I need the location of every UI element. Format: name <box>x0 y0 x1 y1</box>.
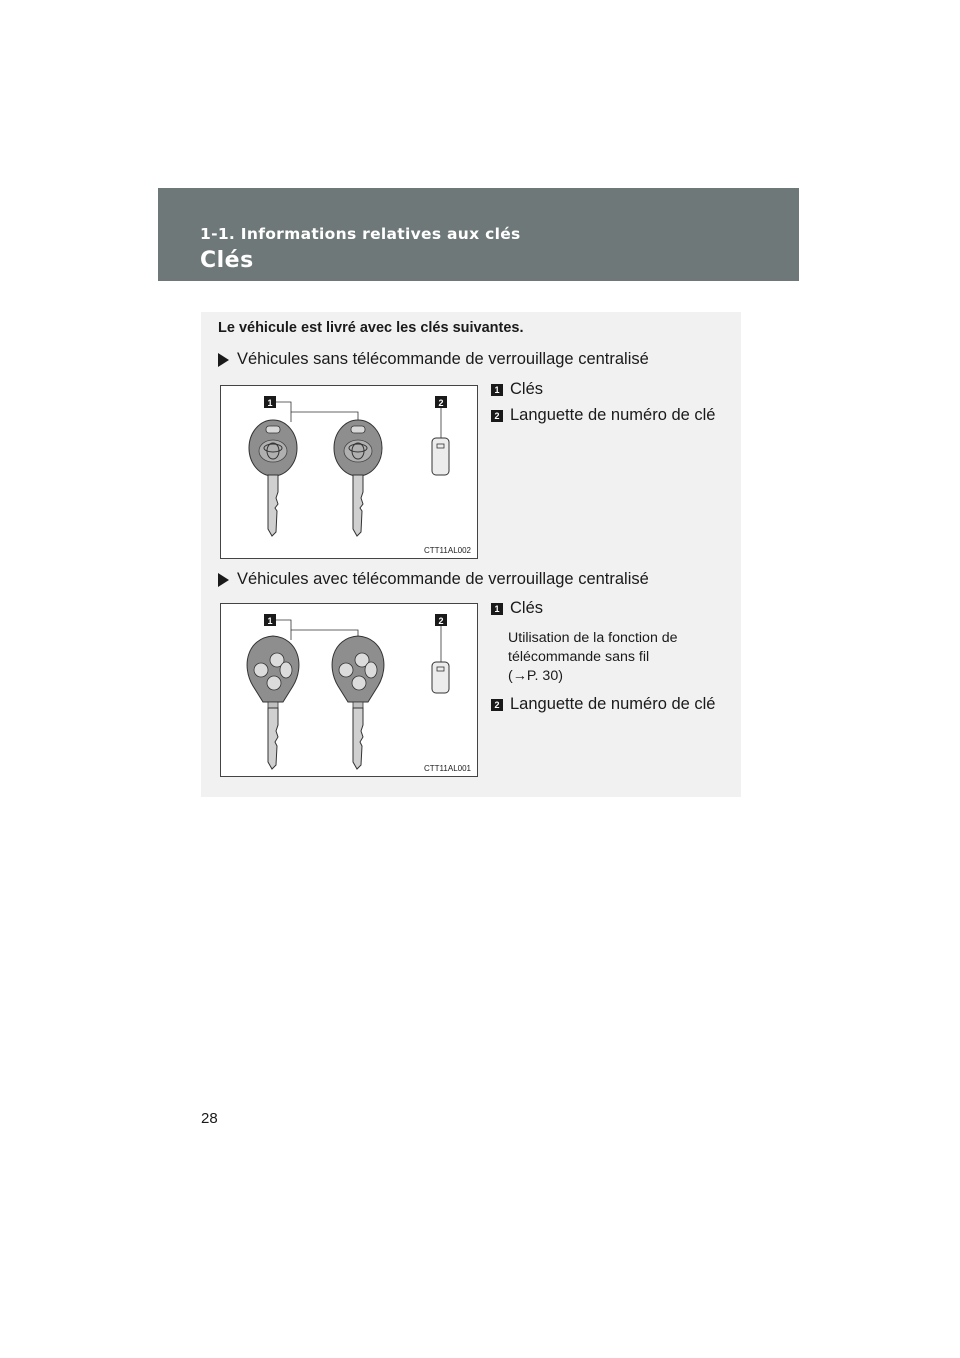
legend-item-keys <box>491 599 543 618</box>
figure-code: CTT11AL001 <box>424 764 471 773</box>
legend-note <box>508 629 718 686</box>
legend-label: Languette de numéro de clé <box>510 695 716 713</box>
page-reference-link[interactable]: (→P. 30) <box>508 668 563 684</box>
page-number: 28 <box>201 1110 218 1127</box>
group-heading-2 <box>218 570 649 589</box>
key-number-tag-icon <box>432 662 449 693</box>
number-badge: 2 <box>491 699 503 711</box>
note-line: Utilisation de la fonction de <box>508 630 678 646</box>
info-panel <box>201 312 741 797</box>
callout-label-1: 1 <box>267 398 273 408</box>
intro-text: Le véhicule est livré avec les clés suivantes. <box>218 320 524 336</box>
number-badge: 2 <box>491 410 503 422</box>
legend-label: Languette de numéro de clé <box>510 406 716 424</box>
number-badge: 1 <box>491 603 503 615</box>
keys-figure-remote <box>220 603 478 777</box>
note-line: télécommande sans fil <box>508 649 650 665</box>
callout-label-2: 2 <box>438 616 444 626</box>
remote-key-icon <box>332 636 384 769</box>
legend-item-number-tag <box>491 695 716 714</box>
key-number-tag-icon <box>432 438 449 475</box>
leader-line-keys <box>276 620 358 640</box>
triangle-bullet-icon <box>218 353 229 367</box>
callout-label-2: 2 <box>438 398 444 408</box>
leader-line-keys <box>276 402 358 422</box>
remote-keys-illustration <box>221 604 477 776</box>
legend-remote <box>491 599 723 749</box>
legend-label: Clés <box>510 380 544 398</box>
standard-keys-illustration <box>221 386 477 558</box>
group-heading-text: Véhicules sans télécommande de verrouillage centralisé <box>237 350 649 368</box>
section-title: 1-1. Informations relatives aux clés <box>200 225 521 243</box>
triangle-bullet-icon <box>218 573 229 587</box>
legend-item-number-tag <box>491 406 716 425</box>
legend-item-keys <box>491 380 543 399</box>
legend-standard <box>491 380 723 440</box>
remote-key-icon <box>247 636 299 769</box>
group-heading-1 <box>218 350 649 369</box>
number-badge: 1 <box>491 384 503 396</box>
key-icon <box>334 420 382 536</box>
page-title: Clés <box>200 248 254 273</box>
section-header <box>158 188 799 281</box>
figure-code: CTT11AL002 <box>424 546 471 555</box>
callout-label-1: 1 <box>267 616 273 626</box>
key-icon <box>249 420 297 536</box>
legend-label: Clés <box>510 599 544 617</box>
group-heading-text: Véhicules avec télécommande de verrouillage centralisé <box>237 570 649 588</box>
keys-figure-standard <box>220 385 478 559</box>
